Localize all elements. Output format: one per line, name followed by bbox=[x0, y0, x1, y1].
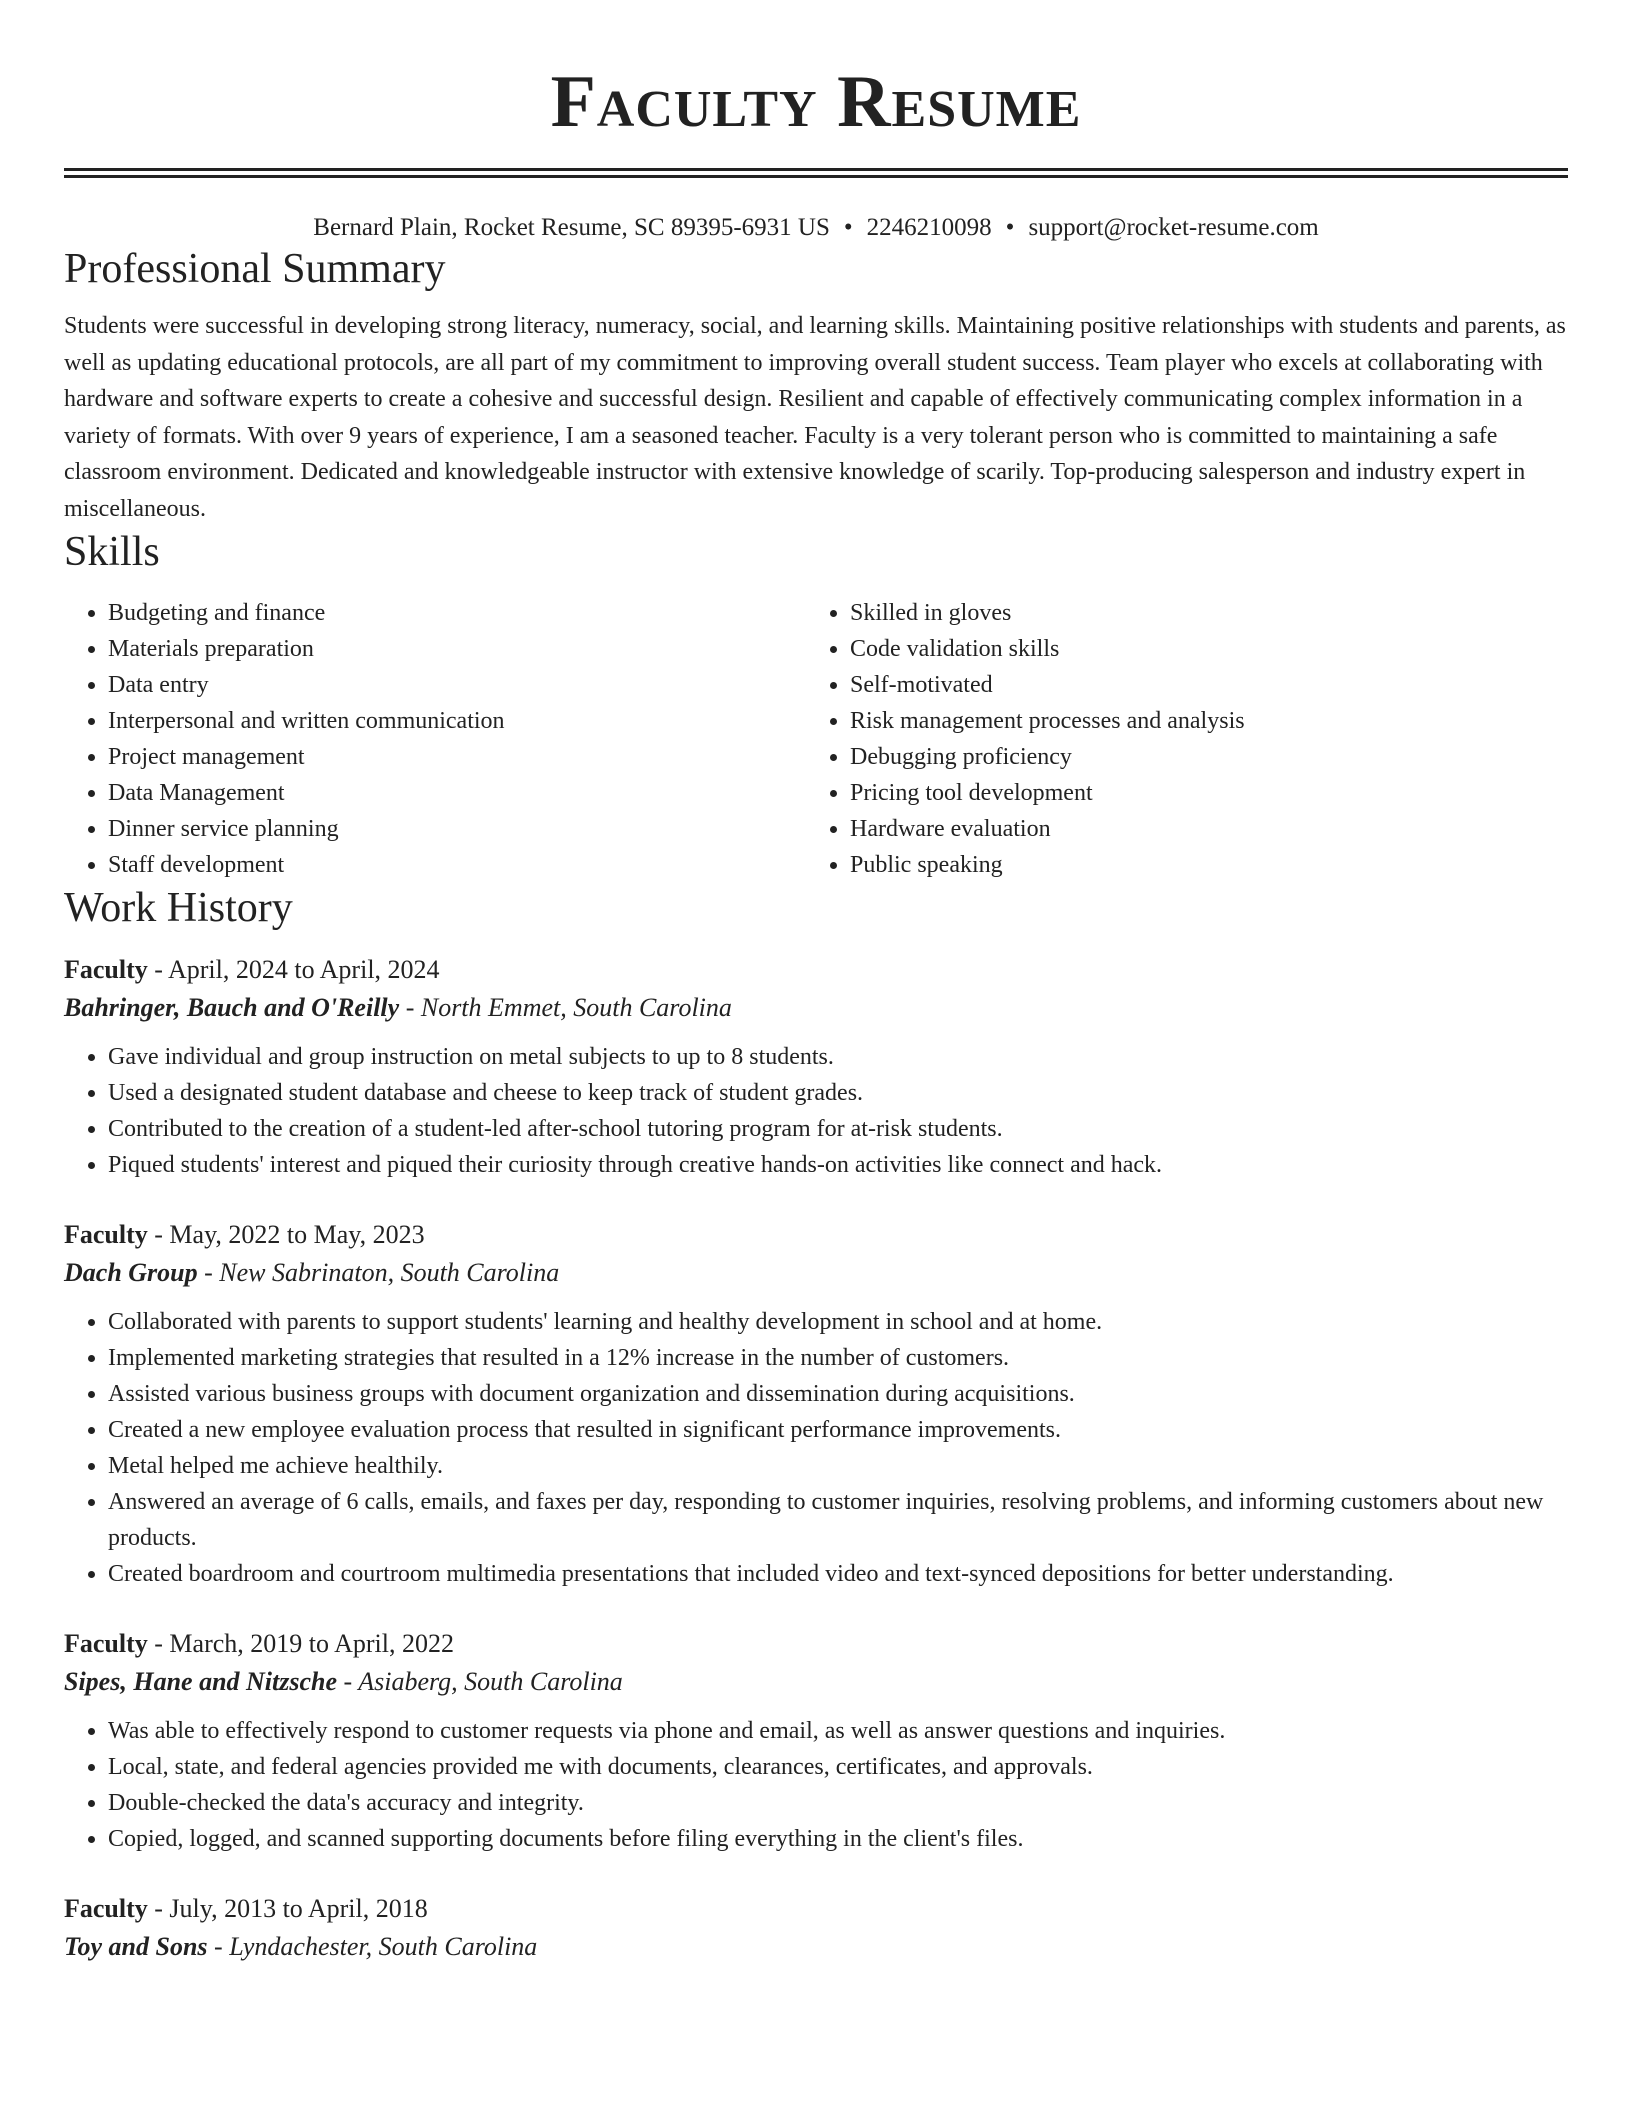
job-company-line bbox=[64, 1663, 1568, 1701]
summary-text: Students were successful in developing strong literacy, numeracy, social, and learning skills. Maintaining positive relationships with students and parents, as well as updating educational protocols, are all part of my commitment to improving overall student success. Team player who excels at collaborating with hardware and software experts to create a cohesive and successful design. Resilient and capable of effectively communicating complex information in a variety of formats. With over 9 years of experience, I am a seasoned teacher. Faculty is a very tolerant person who is committed to maintaining a safe classroom environment. Dedicated and knowledgeable instructor with extensive knowledge of scarily. Top-producing salesperson and industry expert in miscellaneous. bbox=[64, 313, 1566, 522]
job-dates: - April, 2024 to April, 2024 bbox=[147, 955, 440, 984]
skill-item: • Dinner service planning bbox=[108, 811, 806, 847]
skill-item: • Interpersonal and written communication bbox=[108, 703, 806, 739]
contact-email: support@rocket-resume.com bbox=[1028, 214, 1319, 241]
job-dates: - July, 2013 to April, 2018 bbox=[147, 1894, 428, 1923]
job-bullets bbox=[64, 1713, 1568, 1857]
contact-address: Bernard Plain, Rocket Resume, SC 89395-6931 US bbox=[313, 214, 830, 241]
job-dates: - March, 2019 to April, 2022 bbox=[147, 1629, 454, 1658]
job-bullet: • Implemented marketing strategies that resulted in a 12% increase in the number of customers. bbox=[108, 1340, 1568, 1376]
work-history-heading: Work History bbox=[64, 885, 293, 931]
page-title: Faculty Resume bbox=[550, 61, 1082, 143]
job-bullet: • Double-checked the data's accuracy and integrity. bbox=[108, 1785, 1568, 1821]
job-dates: - May, 2022 to May, 2023 bbox=[147, 1220, 425, 1249]
skill-item: • Staff development bbox=[108, 847, 806, 883]
job-title-line bbox=[64, 1625, 1568, 1663]
job-entry bbox=[64, 951, 1568, 1183]
job-bullet: • Copied, logged, and scanned supporting documents before filing everything in the client's files. bbox=[108, 1821, 1568, 1857]
skill-item: • Debugging proficiency bbox=[850, 739, 1550, 775]
job-bullet: • Answered an average of 6 calls, emails, and faxes per day, responding to customer inquiries, resolving problems, and informing customers about new products. bbox=[108, 1484, 1568, 1556]
skills-heading: Skills bbox=[64, 529, 160, 575]
job-company-line bbox=[64, 989, 1568, 1027]
job-company-line bbox=[64, 1254, 1568, 1292]
job-entry bbox=[64, 1625, 1568, 1857]
job-bullet: • Created boardroom and courtroom multimedia presentations that included video and text-synced depositions for better understanding. bbox=[108, 1556, 1568, 1592]
job-role: Faculty bbox=[64, 1220, 148, 1249]
job-bullet: • Was able to effectively respond to customer requests via phone and email, as well as answer questions and inquiries. bbox=[108, 1713, 1568, 1749]
contact-separator: • bbox=[843, 214, 853, 241]
skill-item: • Pricing tool development bbox=[850, 775, 1550, 811]
job-company-line bbox=[64, 1928, 1568, 1966]
job-role: Faculty bbox=[64, 955, 148, 984]
job-bullet: • Contributed to the creation of a student-led after-school tutoring program for at-risk students. bbox=[108, 1111, 1568, 1147]
contact-phone: 2246210098 bbox=[866, 214, 992, 241]
job-bullet: • Metal helped me achieve healthily. bbox=[108, 1448, 1568, 1484]
job-location: - North Emmet, South Carolina bbox=[399, 993, 732, 1022]
job-bullet: • Piqued students' interest and piqued their curiosity through creative hands-on activities like connect and hack. bbox=[108, 1147, 1568, 1183]
job-company: Bahringer, Bauch and O'Reilly bbox=[64, 993, 400, 1022]
job-title-line bbox=[64, 1216, 1568, 1254]
job-bullet: • Assisted various business groups with document organization and dissemination during acquisitions. bbox=[108, 1376, 1568, 1412]
title-double-rule bbox=[64, 168, 1568, 178]
job-bullet: • Local, state, and federal agencies provided me with documents, clearances, certificates, and approvals. bbox=[108, 1749, 1568, 1785]
skill-item: • Budgeting and finance bbox=[108, 595, 806, 631]
job-title-line bbox=[64, 951, 1568, 989]
skill-item: • Self-motivated bbox=[850, 667, 1550, 703]
job-bullet: • Created a new employee evaluation process that resulted in significant performance improvements. bbox=[108, 1412, 1568, 1448]
contact-separator: • bbox=[1005, 214, 1015, 241]
skill-item: • Code validation skills bbox=[850, 631, 1550, 667]
job-location: - Lyndachester, South Carolina bbox=[207, 1932, 538, 1961]
skill-item: • Data entry bbox=[108, 667, 806, 703]
job-title-line bbox=[64, 1890, 1568, 1928]
contact-line bbox=[64, 212, 1568, 244]
job-role: Faculty bbox=[64, 1894, 148, 1923]
skill-item: • Data Management bbox=[108, 775, 806, 811]
job-location: - New Sabrinaton, South Carolina bbox=[197, 1258, 560, 1287]
skills-list-left bbox=[64, 595, 806, 883]
skill-item: • Project management bbox=[108, 739, 806, 775]
job-location: - Asiaberg, South Carolina bbox=[337, 1667, 623, 1696]
job-bullet: • Gave individual and group instruction on metal subjects to up to 8 students. bbox=[108, 1039, 1568, 1075]
job-bullets bbox=[64, 1039, 1568, 1183]
skills-list-right bbox=[806, 595, 1550, 883]
job-company: Sipes, Hane and Nitzsche bbox=[64, 1667, 338, 1696]
job-bullets bbox=[64, 1304, 1568, 1592]
skill-item: • Skilled in gloves bbox=[850, 595, 1550, 631]
job-entry bbox=[64, 1216, 1568, 1592]
skill-item: • Hardware evaluation bbox=[850, 811, 1550, 847]
skill-item: • Risk management processes and analysis bbox=[850, 703, 1550, 739]
skill-item: • Materials preparation bbox=[108, 631, 806, 667]
job-role: Faculty bbox=[64, 1629, 148, 1658]
job-bullet: • Used a designated student database and cheese to keep track of student grades. bbox=[108, 1075, 1568, 1111]
summary-heading: Professional Summary bbox=[64, 246, 446, 292]
job-company: Dach Group bbox=[64, 1258, 198, 1287]
job-company: Toy and Sons bbox=[64, 1932, 208, 1961]
job-entry bbox=[64, 1890, 1568, 1966]
job-bullet: • Collaborated with parents to support students' learning and healthy development in school and at home. bbox=[108, 1304, 1568, 1340]
skill-item: • Public speaking bbox=[850, 847, 1550, 883]
skills-columns bbox=[64, 595, 1568, 883]
